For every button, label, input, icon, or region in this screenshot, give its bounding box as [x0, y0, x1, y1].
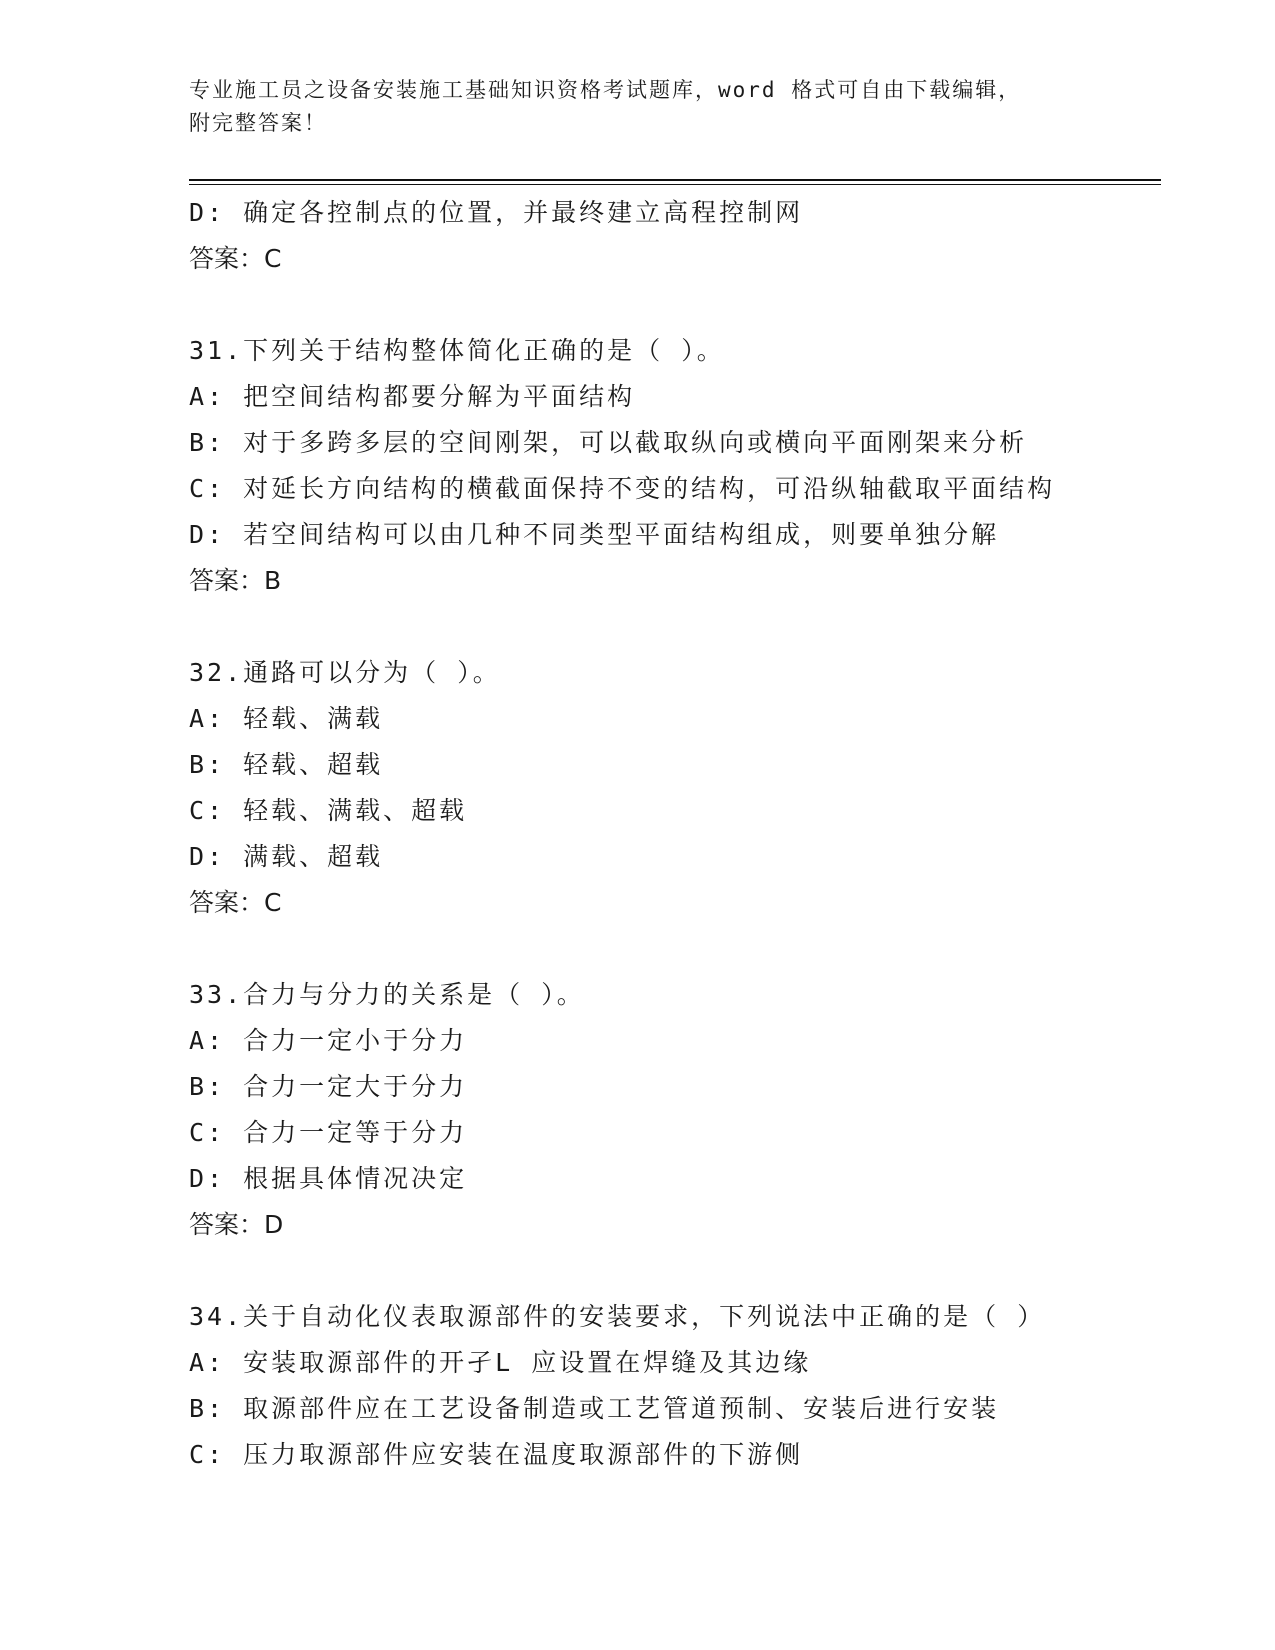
- question-title: 33.合力与分力的关系是（ ）。: [189, 980, 585, 1009]
- header-line-1: 专业施工员之设备安装施工基础知识资格考试题库，word 格式可自由下载编辑，: [189, 78, 1022, 102]
- option-a: A: 安装取源部件的开孑L 应设置在焊缝及其边缘: [189, 1348, 812, 1377]
- answer-text: 答案：C: [189, 244, 282, 273]
- option-c: C: 压力取源部件应安装在温度取源部件的下游侧: [189, 1440, 804, 1469]
- spacer: [189, 604, 1161, 650]
- question-list: [189, 190, 1161, 1478]
- spacer: [189, 1248, 1161, 1294]
- option-c: C: 合力一定等于分力: [189, 1118, 468, 1147]
- question-title: 31.下列关于结构整体简化正确的是（ ）。: [189, 336, 725, 365]
- option-c: C: 对延长方向结构的横截面保持不变的结构，可沿纵轴截取平面结构: [189, 474, 1056, 503]
- option-d: D: 确定各控制点的位置，并最终建立高程控制网: [189, 198, 804, 227]
- option-d: D: 根据具体情况决定: [189, 1164, 468, 1193]
- header-line-2: 附完整答案！: [189, 111, 327, 135]
- option-d: D: 若空间结构可以由几种不同类型平面结构组成，则要单独分解: [189, 520, 1000, 549]
- spacer: [189, 282, 1161, 328]
- option-b: B: 轻载、超载: [189, 750, 384, 779]
- document-header: [189, 74, 1089, 140]
- answer-text: 答案：C: [189, 888, 282, 917]
- option-a: A: 轻载、满载: [189, 704, 384, 733]
- answer-text: 答案：D: [189, 1210, 284, 1239]
- option-d: D: 满载、超载: [189, 842, 384, 871]
- option-b: B: 合力一定大于分力: [189, 1072, 468, 1101]
- question-title: 34.关于自动化仪表取源部件的安装要求，下列说法中正确的是（ ）: [189, 1302, 1046, 1331]
- header-divider-thin: [189, 184, 1161, 185]
- option-b: B: 对于多跨多层的空间刚架，可以截取纵向或横向平面刚架来分析: [189, 428, 1028, 457]
- header-divider-thick: [189, 179, 1161, 181]
- option-c: C: 轻载、满载、超载: [189, 796, 468, 825]
- answer-text: 答案：B: [189, 566, 282, 595]
- spacer: [189, 926, 1161, 972]
- option-b: B: 取源部件应在工艺设备制造或工艺管道预制、安装后进行安装: [189, 1394, 1000, 1423]
- question-title: 32.通路可以分为（ ）。: [189, 658, 501, 687]
- option-a: A: 合力一定小于分力: [189, 1026, 468, 1055]
- option-a: A: 把空间结构都要分解为平面结构: [189, 382, 636, 411]
